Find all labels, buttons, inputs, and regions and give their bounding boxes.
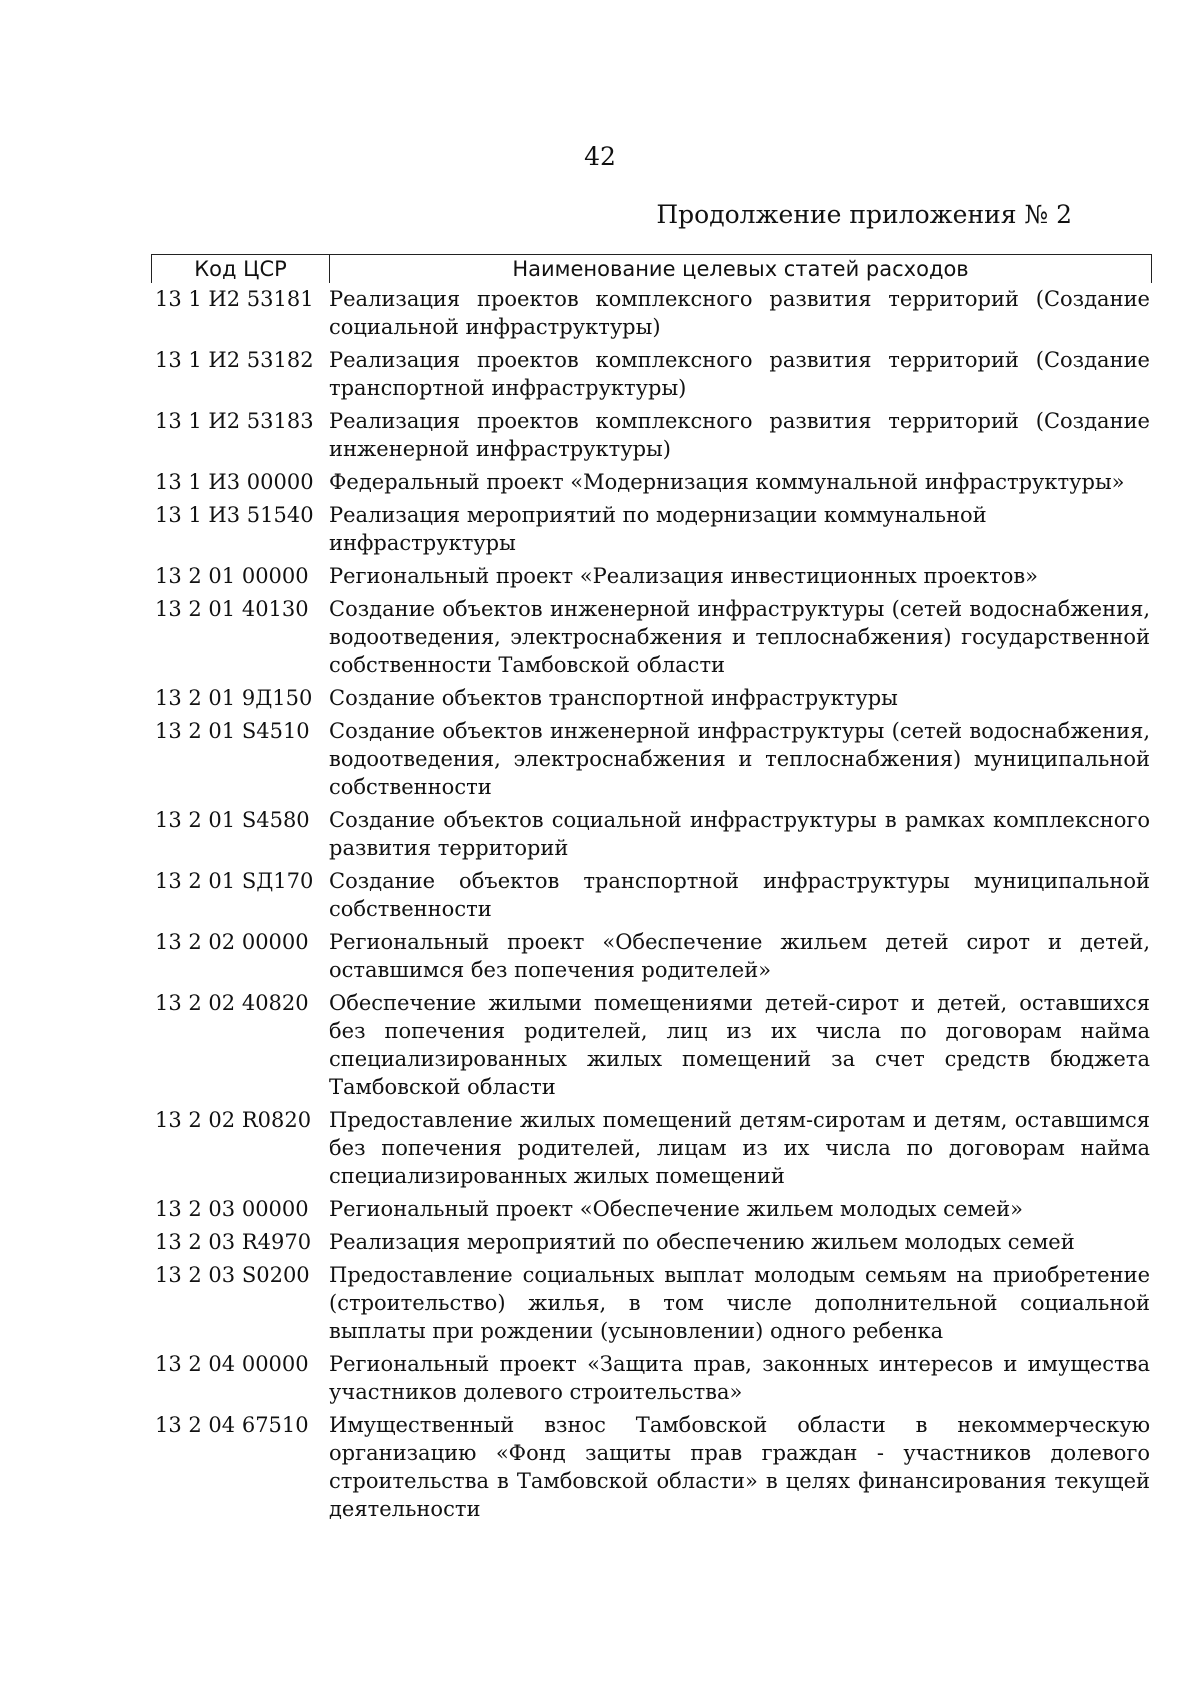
row-code: 13 1 И2 53182 [155,348,314,372]
row-code: 13 2 03 S0200 [155,1263,310,1287]
table-row [151,989,1152,1101]
table-row [151,1195,1152,1223]
page-number: 42 [584,142,616,171]
row-name: Региональный проект «Обеспечение жильем молодых семей» [329,1197,1023,1221]
header-name: Наименование целевых статей расходов [512,257,969,281]
row-name: Предоставление жилых помещений детям-сиротам и детям, оставшимся без попечения родителей, лицам из их числа по договорам найма специализированных жилых помещений [329,1108,1150,1188]
table-row [151,928,1152,984]
row-code: 13 2 01 SД170 [155,869,314,893]
row-name: Региональный проект «Защита прав, законных интересов и имущества участников долевого строительства» [329,1352,1150,1404]
row-code: 13 2 01 S4580 [155,808,310,832]
row-code: 13 2 01 S4510 [155,719,310,743]
table-row [151,867,1152,923]
row-code: 13 2 01 00000 [155,564,309,588]
row-name: Предоставление социальных выплат молодым семьям на приобретение (строительство) жилья, в том числе дополнительной социальной выплаты при рождении (усыновлении) одного ребенка [329,1263,1150,1343]
row-name: Реализация проектов комплексного развития территорий (Создание социальной инфраструктуры) [329,287,1150,339]
table-row [151,806,1152,862]
table-row [151,1228,1152,1256]
table-row [151,501,1152,557]
row-name: Реализация проектов комплексного развития территорий (Создание транспортной инфраструктуры) [329,348,1150,400]
row-name: Реализация проектов комплексного развития территорий (Создание инженерной инфраструктуры) [329,409,1150,461]
row-name: Федеральный проект «Модернизация коммунальной инфраструктуры» [329,470,1125,494]
table-row [151,1106,1152,1190]
table-row [151,1350,1152,1406]
row-name: Создание объектов инженерной инфраструктуры (сетей водоснабжения, водоотведения, электроснабжения и теплоснабжения) государственной собственности Тамбовской области [329,597,1150,677]
table-row [151,595,1152,679]
row-code: 13 2 02 40820 [155,991,309,1015]
continuation-heading: Продолжение приложения № 2 [656,200,1072,229]
row-name: Создание объектов транспортной инфраструктуры муниципальной собственности [329,869,1150,921]
row-name: Создание объектов инженерной инфраструктуры (сетей водоснабжения, водоотведения, электроснабжения и теплоснабжения) муниципальной собственности [329,719,1150,799]
row-code: 13 2 01 9Д150 [155,686,313,710]
table-row [151,346,1152,402]
table-row [151,684,1152,712]
row-code: 13 2 03 R4970 [155,1230,312,1254]
row-name: Реализация мероприятий по обеспечению жильем молодых семей [329,1230,1075,1254]
row-name: Создание объектов транспортной инфраструктуры [329,686,898,710]
row-code: 13 2 04 67510 [155,1413,309,1437]
table-row [151,1261,1152,1345]
row-code: 13 1 И2 53183 [155,409,314,433]
table-body [151,285,1152,1528]
row-code: 13 1 И2 53181 [155,287,314,311]
row-name: Создание объектов социальной инфраструктуры в рамках комплексного развития территорий [329,808,1150,860]
row-name: Региональный проект «Реализация инвестиционных проектов» [329,564,1039,588]
row-name: Обеспечение жилыми помещениями детей-сирот и детей, оставшихся без попечения родителей, лиц из их числа по договорам найма специализированных жилых помещений за счет средств бюджета Тамбовской области [329,991,1150,1099]
row-code: 13 2 02 R0820 [155,1108,312,1132]
header-code: Код ЦСР [194,257,287,281]
row-code: 13 1 И3 51540 [155,503,314,527]
row-name: Региональный проект «Обеспечение жильем детей сирот и детей, оставшимся без попечения родителей» [329,930,1150,982]
row-code: 13 2 04 00000 [155,1352,309,1376]
row-name: Имущественный взнос Тамбовской области в некоммерческую организацию «Фонд защиты прав граждан - участников долевого строительства в Тамбовской области» в целях финансирования текущей деятельности [329,1413,1150,1521]
table-row [151,468,1152,496]
row-name: Реализация мероприятий по модернизации коммунальной инфраструктуры [329,503,987,555]
table-header [151,254,1152,283]
row-code: 13 2 03 00000 [155,1197,309,1221]
row-code: 13 1 И3 00000 [155,470,314,494]
table-row [151,285,1152,341]
row-code: 13 2 01 40130 [155,597,309,621]
table-row [151,1411,1152,1523]
table-row [151,562,1152,590]
row-code: 13 2 02 00000 [155,930,309,954]
table-row [151,407,1152,463]
table-row [151,717,1152,801]
